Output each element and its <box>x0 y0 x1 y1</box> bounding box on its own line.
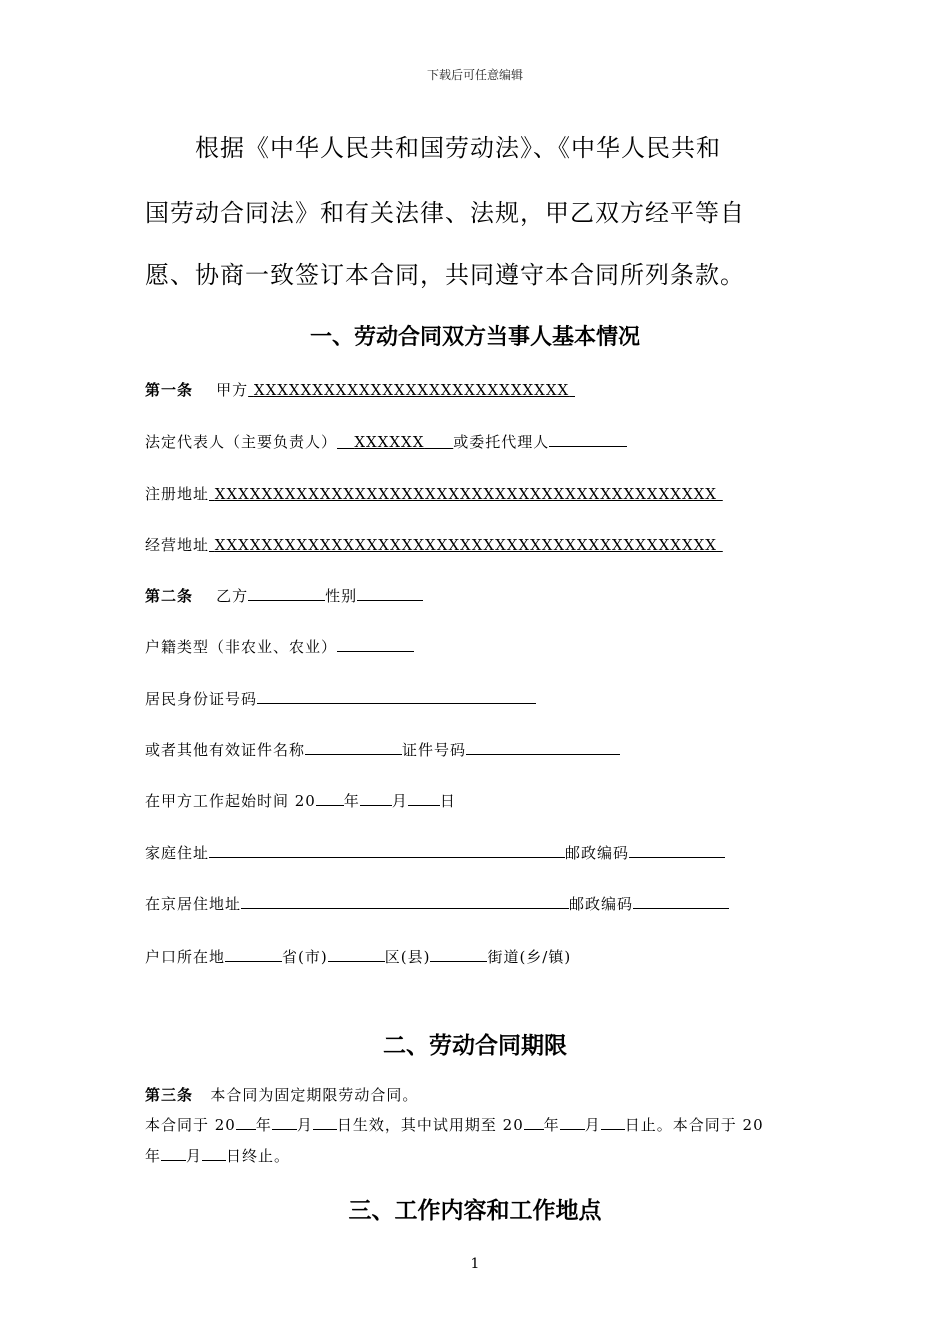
term-text: 年 <box>145 1147 162 1165</box>
start-prefix: 在甲方工作起始时间 20 <box>145 792 316 810</box>
agent-label: 或委托代理人 <box>453 433 550 451</box>
article-1-line <box>145 379 575 400</box>
home-address-label: 家庭住址 <box>145 844 210 862</box>
bj-address-blank <box>241 893 569 909</box>
article-3-label: 第三条 <box>145 1086 194 1104</box>
term-text: 月 <box>296 1116 313 1134</box>
reg-address-label: 注册地址 <box>145 485 210 503</box>
start-date-line <box>145 790 456 811</box>
gender-label: 性别 <box>325 587 358 605</box>
term-blank <box>272 1114 297 1130</box>
month-label: 月 <box>391 792 408 810</box>
term-text: 日生效，其中试用期至 20 <box>336 1116 524 1134</box>
home-zip-blank <box>629 842 725 858</box>
term-text: 月 <box>584 1116 601 1134</box>
bj-zip-label: 邮政编码 <box>569 895 634 913</box>
article-1-label: 第一条 <box>145 381 194 399</box>
intro-line-3: 愿、协商一致签订本合同，共同遵守本合同所列条款。 <box>145 261 745 289</box>
street-label: 街道(乡/镇) <box>487 948 572 966</box>
party-a-label: 甲方 <box>216 381 249 399</box>
district-label: 区(县) <box>384 948 431 966</box>
day-label: 日 <box>439 792 456 810</box>
op-address-value: XXXXXXXXXXXXXXXXXXXXXXXXXXXXXXXXXXXXXXXXXXX <box>214 536 717 554</box>
term-text: 年 <box>543 1116 560 1134</box>
term-blank <box>313 1114 337 1130</box>
province-label: 省(市) <box>282 948 328 966</box>
bj-address-line <box>145 893 729 914</box>
province-blank <box>225 946 282 962</box>
hukou-type-line <box>145 636 414 657</box>
term-line-1 <box>145 1114 764 1135</box>
intro-line-1: 根据《中华人民共和国劳动法》、《中华人民共和 <box>195 134 721 162</box>
term-blank <box>202 1145 226 1161</box>
reg-address-value: XXXXXXXXXXXXXXXXXXXXXXXXXXXXXXXXXXXXXXXXXXX <box>214 485 717 503</box>
hukou-type-label: 户籍类型（非农业、农业） <box>145 638 338 656</box>
bj-address-label: 在京居住地址 <box>145 895 242 913</box>
term-blank <box>524 1114 544 1130</box>
section-3-title: 三、工作内容和工作地点 <box>348 1197 602 1224</box>
home-address-blank <box>209 842 565 858</box>
hukou-location-line <box>145 946 571 967</box>
term-text: 日终止。 <box>226 1147 291 1165</box>
party-b-label: 乙方 <box>216 587 249 605</box>
id-line <box>145 688 536 709</box>
id-blank <box>257 688 536 704</box>
home-zip-label: 邮政编码 <box>565 844 630 862</box>
term-text: 年 <box>255 1116 272 1134</box>
district-blank <box>328 946 385 962</box>
other-id-label: 或者其他有效证件名称 <box>145 741 306 759</box>
cert-no-blank <box>466 739 620 755</box>
article-3-text: 本合同为固定期限劳动合同。 <box>210 1086 419 1104</box>
start-day-blank <box>408 790 440 806</box>
legal-rep-label: 法定代表人（主要负责人） <box>145 433 338 451</box>
cert-no-label: 证件号码 <box>402 741 467 759</box>
reg-address-line <box>145 483 723 504</box>
start-month-blank <box>360 790 392 806</box>
term-blank <box>601 1114 625 1130</box>
street-blank <box>430 946 487 962</box>
section-2-title: 二、劳动合同期限 <box>383 1032 567 1059</box>
gender-blank <box>357 585 423 601</box>
party-b-blank <box>248 585 325 601</box>
term-text: 日止。本合同于 20 <box>624 1116 764 1134</box>
other-id-line <box>145 739 620 760</box>
term-text: 本合同于 20 <box>145 1116 236 1134</box>
legal-rep-value: XXXXXX <box>354 433 425 451</box>
home-address-line <box>145 842 725 863</box>
term-blank <box>161 1145 186 1161</box>
article-3-line <box>145 1084 418 1105</box>
id-label: 居民身份证号码 <box>145 690 258 708</box>
op-address-label: 经营地址 <box>145 536 210 554</box>
term-blank <box>236 1114 256 1130</box>
year-label: 年 <box>343 792 360 810</box>
op-address-line <box>145 534 723 555</box>
article-2-label: 第二条 <box>145 587 194 605</box>
page-header: 下载后可任意编辑 <box>426 68 523 82</box>
section-1-title: 一、劳动合同双方当事人基本情况 <box>309 324 640 350</box>
article-2-line <box>145 585 423 606</box>
party-a-value: XXXXXXXXXXXXXXXXXXXXXXXXXXX <box>253 381 570 399</box>
term-text: 月 <box>186 1147 203 1165</box>
term-line-2 <box>145 1145 290 1166</box>
hukou-type-blank <box>337 636 414 652</box>
other-id-blank <box>305 739 402 755</box>
legal-rep-line <box>145 431 627 452</box>
bj-zip-blank <box>633 893 729 909</box>
term-blank <box>560 1114 585 1130</box>
hukou-location-label: 户口所在地 <box>145 948 226 966</box>
intro-line-2: 国劳动合同法》和有关法律、法规，甲乙双方经平等自 <box>145 199 745 227</box>
agent-blank <box>549 431 627 447</box>
start-year-blank <box>316 790 344 806</box>
page-number: 1 <box>470 1256 480 1272</box>
